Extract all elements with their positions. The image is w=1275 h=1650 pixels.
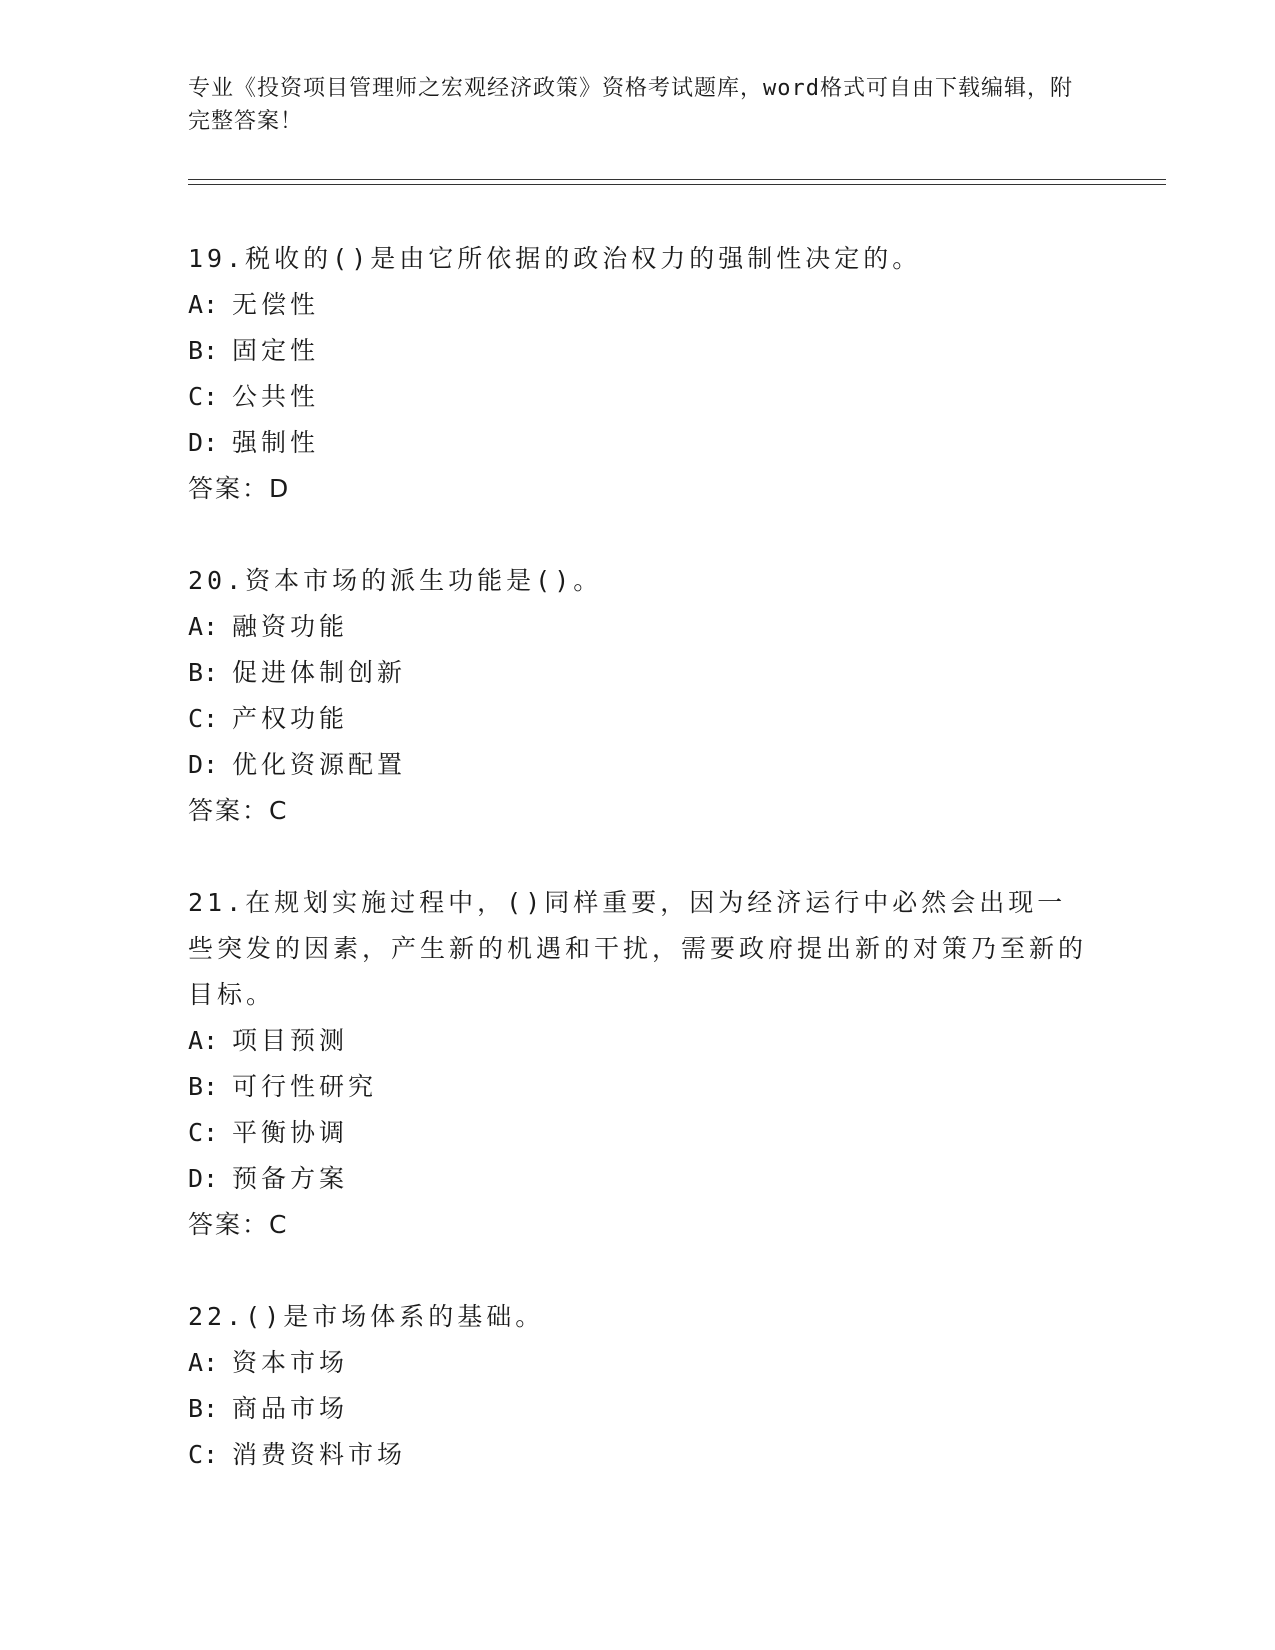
option-a bbox=[188, 1018, 1088, 1064]
option-a bbox=[188, 1340, 1088, 1386]
option-text: 产权功能 bbox=[232, 704, 349, 733]
option-text: 可行性研究 bbox=[232, 1072, 378, 1101]
option-d bbox=[188, 420, 1088, 466]
option-key: C: bbox=[188, 382, 219, 411]
answer-line: 答案：D bbox=[188, 474, 291, 503]
option-text: 优化资源配置 bbox=[232, 750, 407, 779]
option-c bbox=[188, 374, 1088, 420]
spacer bbox=[188, 1248, 1088, 1294]
spacer bbox=[188, 512, 1088, 558]
option-text: 预备方案 bbox=[232, 1164, 349, 1193]
option-text: 强制性 bbox=[232, 428, 320, 457]
option-key: C: bbox=[188, 1440, 219, 1469]
answer-line: 答案：C bbox=[188, 796, 289, 825]
option-key: A: bbox=[188, 1026, 219, 1055]
answer-line: 答案：C bbox=[188, 1210, 289, 1239]
option-d bbox=[188, 1156, 1088, 1202]
question-20 bbox=[188, 558, 1088, 834]
question-stem: 20.资本市场的派生功能是()。 bbox=[188, 566, 603, 595]
option-text: 项目预测 bbox=[232, 1026, 349, 1055]
option-text: 消费资料市场 bbox=[232, 1440, 407, 1469]
option-text: 无偿性 bbox=[232, 290, 320, 319]
option-b bbox=[188, 1386, 1088, 1432]
option-a bbox=[188, 604, 1088, 650]
option-key: C: bbox=[188, 704, 219, 733]
option-key: A: bbox=[188, 1348, 219, 1377]
option-key: D: bbox=[188, 750, 219, 779]
option-key: B: bbox=[188, 1072, 219, 1101]
document-header: 专业《投资项目管理师之宏观经济政策》资格考试题库，word格式可自由下载编辑，附完整答案！ bbox=[188, 76, 1073, 134]
question-stem: 22.()是市场体系的基础。 bbox=[188, 1302, 545, 1331]
option-c bbox=[188, 1432, 1088, 1478]
question-list bbox=[188, 236, 1088, 1478]
option-c bbox=[188, 696, 1088, 742]
header-divider-top bbox=[188, 179, 1166, 180]
option-key: D: bbox=[188, 428, 219, 457]
option-b bbox=[188, 328, 1088, 374]
option-key: B: bbox=[188, 658, 219, 687]
option-key: B: bbox=[188, 336, 219, 365]
option-key: B: bbox=[188, 1394, 219, 1423]
option-d bbox=[188, 742, 1088, 788]
option-text: 融资功能 bbox=[232, 612, 349, 641]
question-stem: 21.在规划实施过程中，()同样重要，因为经济运行中必然会出现一些突发的因素，产生新的机遇和干扰，需要政府提出新的对策乃至新的目标。 bbox=[188, 888, 1088, 1009]
option-a bbox=[188, 282, 1088, 328]
option-key: D: bbox=[188, 1164, 219, 1193]
option-text: 资本市场 bbox=[232, 1348, 349, 1377]
option-b bbox=[188, 1064, 1088, 1110]
question-stem: 19.税收的()是由它所依据的政治权力的强制性决定的。 bbox=[188, 244, 922, 273]
option-text: 促进体制创新 bbox=[232, 658, 407, 687]
header-divider-bottom bbox=[188, 184, 1166, 185]
option-b bbox=[188, 650, 1088, 696]
option-text: 平衡协调 bbox=[232, 1118, 349, 1147]
option-text: 固定性 bbox=[232, 336, 320, 365]
option-text: 公共性 bbox=[232, 382, 320, 411]
question-21 bbox=[188, 880, 1088, 1248]
option-key: C: bbox=[188, 1118, 219, 1147]
option-key: A: bbox=[188, 612, 219, 641]
option-text: 商品市场 bbox=[232, 1394, 349, 1423]
question-19 bbox=[188, 236, 1088, 512]
option-c bbox=[188, 1110, 1088, 1156]
spacer bbox=[188, 834, 1088, 880]
option-key: A: bbox=[188, 290, 219, 319]
question-22 bbox=[188, 1294, 1088, 1478]
